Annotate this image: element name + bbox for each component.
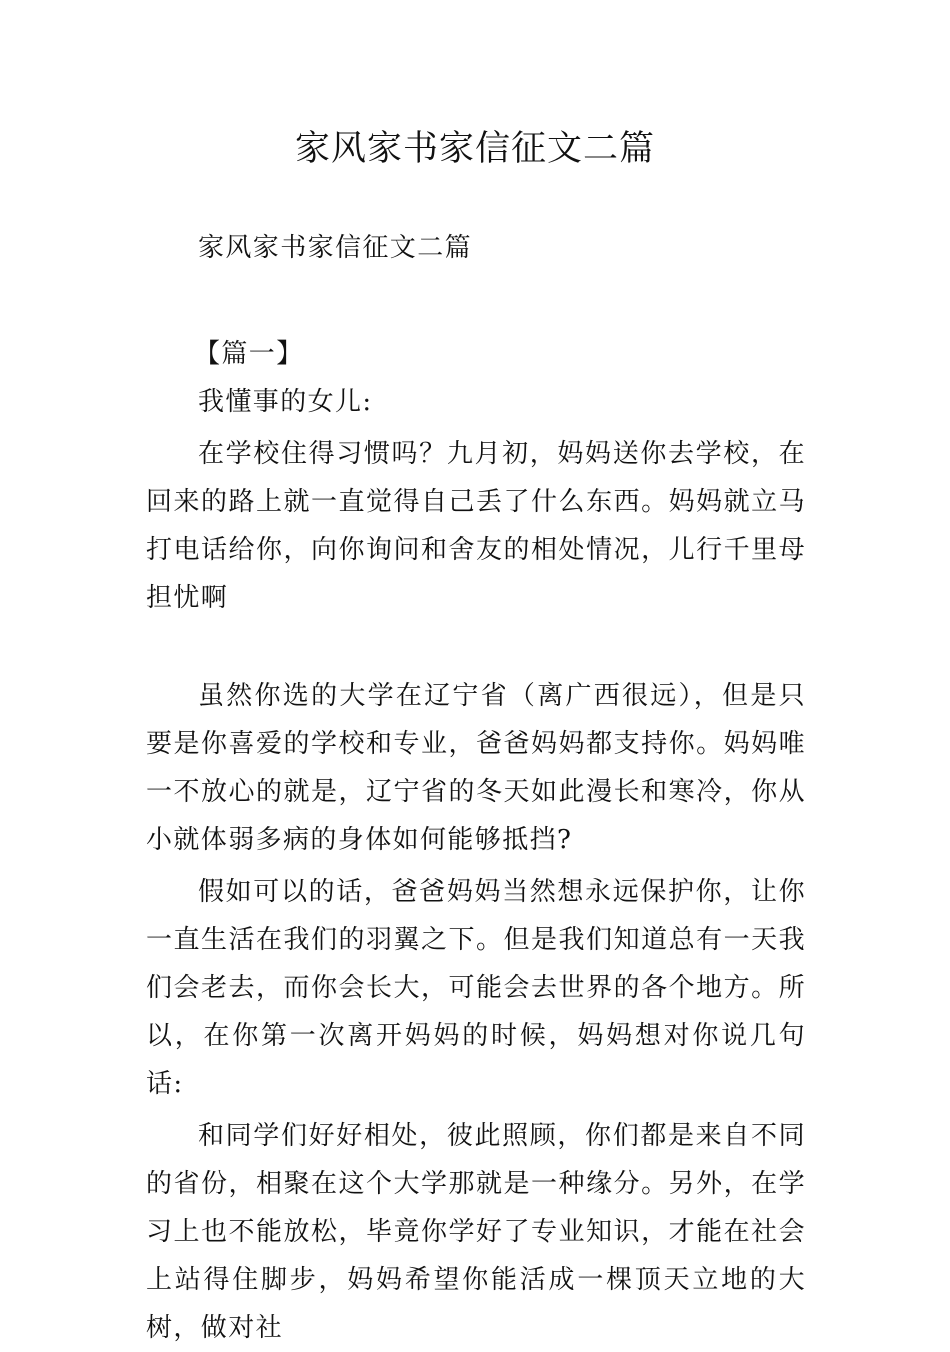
paragraph-1: 在学校住得习惯吗？九月初，妈妈送你去学校，在回来的路上就一直觉得自己丢了什么东西。妈妈就立马打电话给你，向你询问和舍友的相处情况，儿行千里母担忧啊 (146, 439, 806, 613)
section-heading: 【篇一】 (194, 339, 304, 369)
document-body (146, 224, 806, 1352)
paragraph-4: 和同学们好好相处，彼此照顾，你们都是来自不同的省份，相聚在这个大学那就是一种缘分。另外，在学习上也不能放松，毕竟你学好了专业知识，才能在社会上站得住脚步，妈妈希望你能活成一棵顶天立地的大树，做对社 (146, 1121, 806, 1343)
salutation: 我懂事的女儿: (198, 387, 373, 417)
paragraph-2: 虽然你选的大学在辽宁省（离广西很远），但是只要是你喜爱的学校和专业，爸爸妈妈都支持你。妈妈唯一不放心的就是，辽宁省的冬天如此漫长和寒冷，你从小就体弱多病的身体如何能够抵挡? (146, 681, 806, 855)
subtitle: 家风家书家信征文二篇 (198, 233, 473, 263)
paragraph-3: 假如可以的话，爸爸妈妈当然想永远保护你，让你一直生活在我们的羽翼之下。但是我们知道总有一天我们会老去，而你会长大，可能会去世界的各个地方。所以，在你第一次离开妈妈的时候，妈妈想对你说几句话: (146, 877, 806, 1099)
document-title: 家风家书家信征文二篇 (294, 129, 655, 169)
